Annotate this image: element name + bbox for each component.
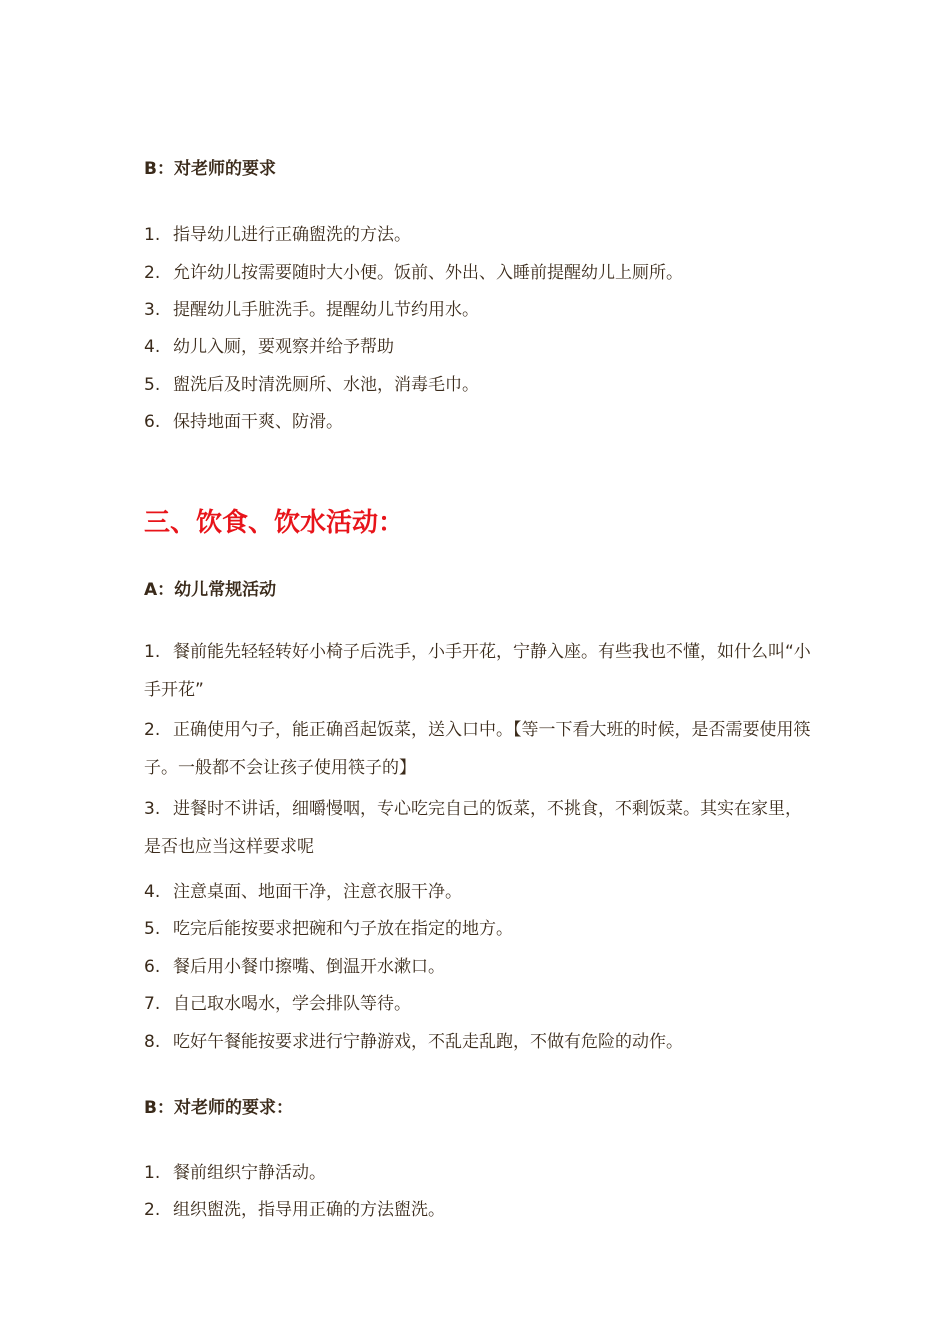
list-item: 4. 注意桌面、地面干净，注意衣服干净。 xyxy=(144,882,462,902)
list-item: 1. 餐前能先轻轻转好小椅子后洗手，小手开花，宁静入座。有些我也不懂，如什么叫“小手开花” xyxy=(144,642,811,700)
child-routine-heading: A：幼儿常规活动 xyxy=(144,580,277,600)
list-item: 3. 进餐时不讲话，细嚼慢咽，专心吃完自己的饭菜，不挑食，不剩饭菜。其实在家里，是否也应当这样要求呢 xyxy=(144,799,802,857)
list-item: 1. 餐前组织宁静活动。 xyxy=(144,1163,326,1183)
list-item: 5. 盥洗后及时清洗厕所、水池，消毒毛巾。 xyxy=(144,375,479,395)
list-item: 5. 吃完后能按要求把碗和勺子放在指定的地方。 xyxy=(144,919,513,939)
section-title: 三、饮食、饮水活动： xyxy=(144,508,405,538)
list-item: 6. 保持地面干爽、防滑。 xyxy=(144,412,343,432)
teacher-requirements-heading: B：对老师的要求： xyxy=(144,1098,293,1118)
teacher-requirements-heading: B：对老师的要求 xyxy=(144,159,276,179)
list-item: 7. 自己取水喝水，学会排队等待。 xyxy=(144,994,411,1014)
list-item: 3. 提醒幼儿手脏洗手。提醒幼儿节约用水。 xyxy=(144,300,479,320)
list-item: 2. 允许幼儿按需要随时大小便。饭前、外出、入睡前提醒幼儿上厕所。 xyxy=(144,263,683,283)
list-item: 6. 餐后用小餐巾擦嘴、倒温开水漱口。 xyxy=(144,957,445,977)
list-item: 8. 吃好午餐能按要求进行宁静游戏，不乱走乱跑，不做有危险的动作。 xyxy=(144,1032,683,1052)
list-item: 2. 正确使用勺子，能正确舀起饭菜，送入口中。【等一下看大班的时候，是否需要使用筷子。一般都不会让孩子使用筷子的】 xyxy=(144,720,811,778)
list-item: 1. 指导幼儿进行正确盥洗的方法。 xyxy=(144,225,411,245)
list-item: 2. 组织盥洗，指导用正确的方法盥洗。 xyxy=(144,1200,445,1220)
list-item: 4. 幼儿入厕，要观察并给予帮助 xyxy=(144,337,394,357)
